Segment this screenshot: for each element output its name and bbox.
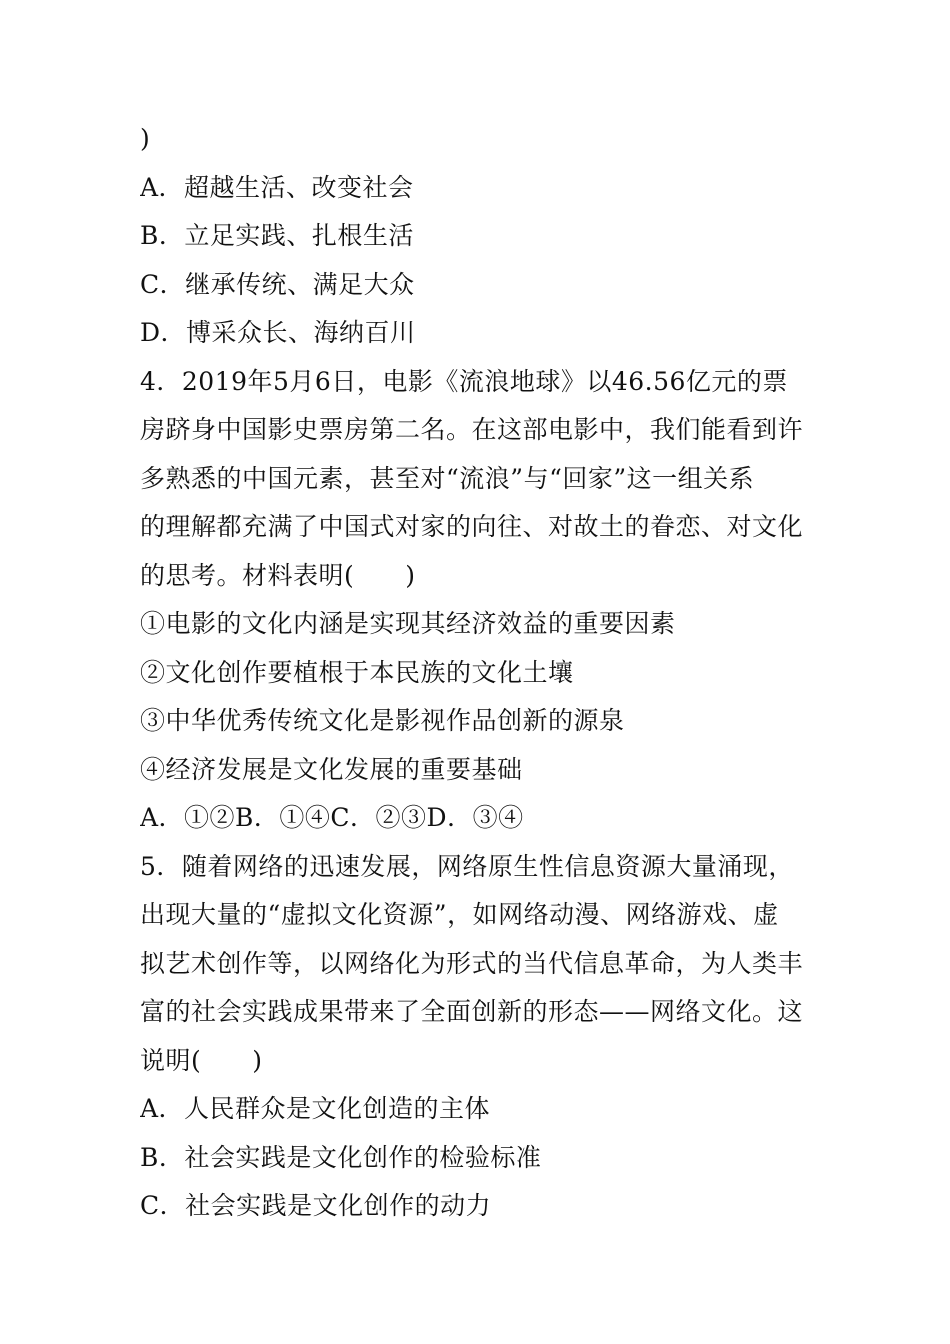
q5-option-b: B．社会实践是文化创作的检验标准 — [140, 1142, 542, 1172]
q5-stem-line-1: 5．随着网络的迅速发展，网络原生性信息资源大量涌现， — [140, 851, 794, 881]
q5-option-a: A．人民群众是文化创造的主体 — [140, 1094, 491, 1123]
q4-stem-line-4: 的理解都充满了中国式对家的向往、对故土的眷恋、对文化 — [140, 512, 804, 541]
q4-statement-4: ④经济发展是文化发展的重要基础 — [140, 754, 523, 784]
q4-statement-1: ①电影的文化内涵是实现其经济效益的重要因素 — [140, 609, 676, 638]
q5-option-c: C．社会实践是文化创作的动力 — [140, 1191, 492, 1220]
q3-option-b: B．立足实践、扎根生活 — [140, 221, 414, 250]
q4-stem-line-3: 多熟悉的中国元素，甚至对“流浪”与“回家”这一组关系 — [140, 463, 755, 493]
q5-stem-line-2: 出现大量的“虚拟文化资源”，如网络动漫、网络游戏、虚 — [140, 900, 779, 929]
q5-stem-line-3: 拟艺术创作等，以网络化为形式的当代信息革命，为人类丰 — [140, 948, 804, 978]
document-body — [140, 115, 820, 1231]
q4-options: A．①②B．①④C．②③D．③④ — [140, 803, 524, 832]
q3-option-c: C．继承传统、满足大众 — [140, 269, 415, 299]
q4-stem-line-5: 的思考。材料表明( ) — [140, 560, 416, 590]
q5-stem-line-5: 说明( ) — [140, 1045, 263, 1075]
q4-statement-2: ②文化创作要植根于本民族的文化土壤 — [140, 657, 574, 687]
q4-stem-line-2: 房跻身中国影史票房第二名。在这部电影中，我们能看到许 — [140, 415, 804, 444]
q3-option-a: A．超越生活、改变社会 — [140, 172, 414, 202]
q4-stem-line-1: 4．2019年5月6日，电影《流浪地球》以46.56亿元的票 — [140, 366, 788, 396]
q3-closing-paren: ) — [140, 124, 151, 153]
q4-statement-3: ③中华优秀传统文化是影视作品创新的源泉 — [140, 706, 625, 735]
q5-stem-line-4: 富的社会实践成果带来了全面创新的形态——网络文化。这 — [140, 997, 804, 1026]
q3-option-d: D．博采众长、海纳百川 — [140, 318, 416, 347]
